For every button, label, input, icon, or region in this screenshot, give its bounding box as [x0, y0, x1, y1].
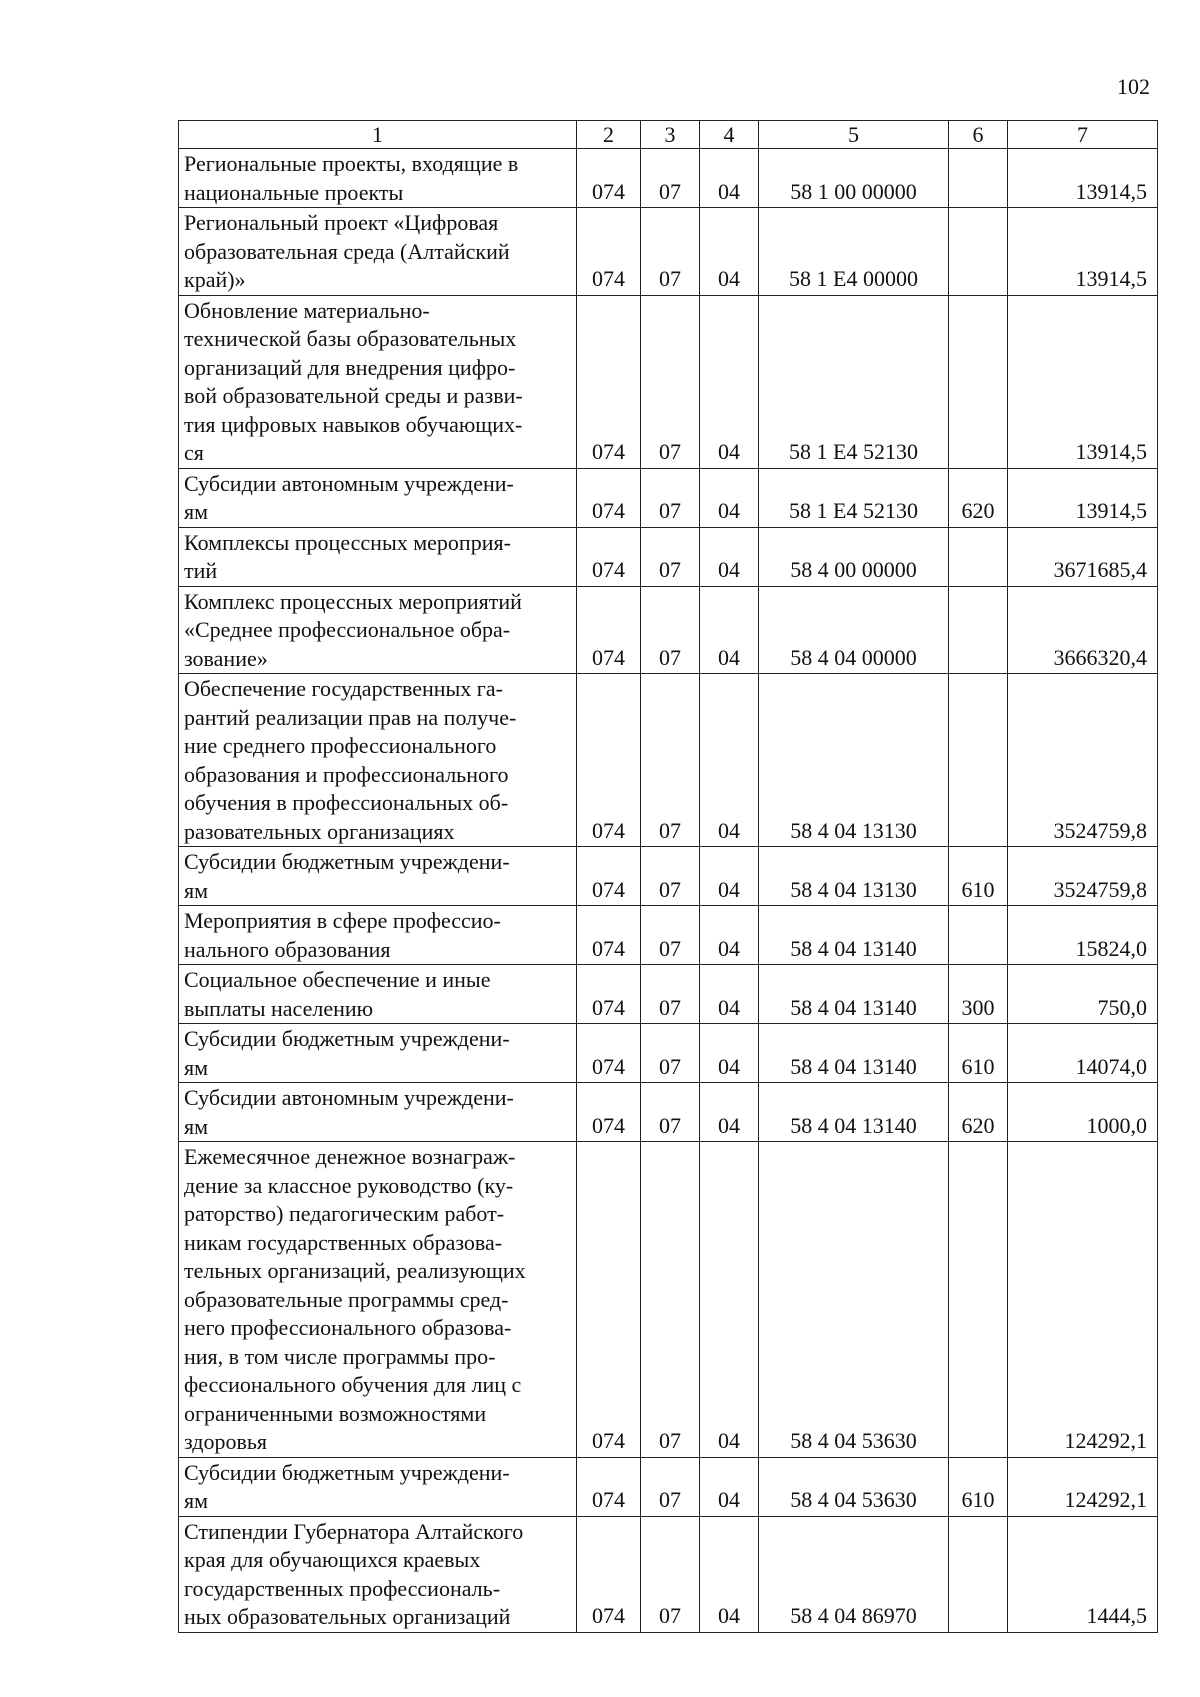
row-grbs-cell: 074	[577, 1083, 641, 1142]
row-subsection-cell: 04	[700, 586, 759, 674]
row-target-article-cell: 58 1 00 00000	[759, 149, 949, 208]
table-row	[179, 1516, 1158, 1632]
row-grbs-cell: 074	[577, 674, 641, 847]
row-sum-cell: 124292,1	[1008, 1457, 1158, 1516]
row-subsection-cell: 04	[700, 847, 759, 906]
row-target-article-cell: 58 4 00 00000	[759, 527, 949, 586]
row-subsection-cell: 04	[700, 965, 759, 1024]
row-target-article-cell: 58 4 04 53630	[759, 1142, 949, 1458]
column-header: 5	[759, 121, 949, 149]
table-row	[179, 1142, 1158, 1458]
row-target-article-cell: 58 4 04 13140	[759, 1083, 949, 1142]
row-subsection-cell: 04	[700, 674, 759, 847]
row-sum-cell: 15824,0	[1008, 906, 1158, 965]
row-name-cell: Стипендии Губернатора Алтайского края для обучающихся краевых государственных профессиональ- ных образовательных организаций	[179, 1516, 577, 1632]
row-expense-type-cell	[949, 1516, 1008, 1632]
table-row	[179, 965, 1158, 1024]
row-section-cell: 07	[641, 1142, 700, 1458]
column-header: 6	[949, 121, 1008, 149]
row-grbs-cell: 074	[577, 208, 641, 296]
row-name-cell: Обеспечение государственных га- рантий реализации прав на получе- ние среднего профессионального образования и профессионального обучения в профессиональных об- разовательных организациях	[179, 674, 577, 847]
column-header: 7	[1008, 121, 1158, 149]
row-grbs-cell: 074	[577, 527, 641, 586]
row-grbs-cell: 074	[577, 468, 641, 527]
row-target-article-cell: 58 4 04 13140	[759, 1024, 949, 1083]
row-subsection-cell: 04	[700, 295, 759, 468]
table-body	[179, 149, 1158, 1633]
row-sum-cell: 14074,0	[1008, 1024, 1158, 1083]
row-sum-cell: 3671685,4	[1008, 527, 1158, 586]
row-name-cell: Субсидии бюджетным учреждени- ям	[179, 847, 577, 906]
row-section-cell: 07	[641, 1083, 700, 1142]
row-name-cell: Ежемесячное денежное вознаграж- дение за классное руководство (ку- раторство) педагогическим работ- никам государственных образова- тельных организаций, реализующих образовательные программы сред- него профессионального образова- ния, в том числе программы про- фессионального обучения для лиц с ограниченными возможностями здоровья	[179, 1142, 577, 1458]
row-section-cell: 07	[641, 1457, 700, 1516]
row-subsection-cell: 04	[700, 906, 759, 965]
row-name-cell: Социальное обеспечение и иные выплаты населению	[179, 965, 577, 1024]
row-expense-type-cell	[949, 208, 1008, 296]
row-section-cell: 07	[641, 208, 700, 296]
row-grbs-cell: 074	[577, 586, 641, 674]
row-expense-type-cell	[949, 295, 1008, 468]
row-name-cell: Субсидии автономным учреждени- ям	[179, 1083, 577, 1142]
row-target-article-cell: 58 4 04 86970	[759, 1516, 949, 1632]
row-sum-cell: 3524759,8	[1008, 847, 1158, 906]
row-subsection-cell: 04	[700, 208, 759, 296]
row-subsection-cell: 04	[700, 468, 759, 527]
row-target-article-cell: 58 4 04 13130	[759, 674, 949, 847]
row-expense-type-cell	[949, 906, 1008, 965]
row-grbs-cell: 074	[577, 1024, 641, 1083]
row-expense-type-cell: 620	[949, 468, 1008, 527]
row-section-cell: 07	[641, 1516, 700, 1632]
header-row	[179, 121, 1158, 149]
table-row	[179, 468, 1158, 527]
row-section-cell: 07	[641, 149, 700, 208]
row-expense-type-cell	[949, 674, 1008, 847]
row-sum-cell: 3666320,4	[1008, 586, 1158, 674]
row-section-cell: 07	[641, 527, 700, 586]
row-name-cell: Мероприятия в сфере профессио- нального образования	[179, 906, 577, 965]
row-grbs-cell: 074	[577, 965, 641, 1024]
budget-table	[178, 120, 1158, 1633]
row-name-cell: Субсидии бюджетным учреждени- ям	[179, 1457, 577, 1516]
row-expense-type-cell: 610	[949, 1457, 1008, 1516]
row-expense-type-cell: 610	[949, 847, 1008, 906]
row-grbs-cell: 074	[577, 847, 641, 906]
row-sum-cell: 1444,5	[1008, 1516, 1158, 1632]
row-expense-type-cell	[949, 527, 1008, 586]
table-row	[179, 527, 1158, 586]
row-subsection-cell: 04	[700, 149, 759, 208]
row-target-article-cell: 58 1 E4 52130	[759, 295, 949, 468]
row-section-cell: 07	[641, 586, 700, 674]
row-section-cell: 07	[641, 1024, 700, 1083]
page-number: 102	[1117, 74, 1150, 99]
row-name-cell: Субсидии автономным учреждени- ям	[179, 468, 577, 527]
row-target-article-cell: 58 1 E4 00000	[759, 208, 949, 296]
row-target-article-cell: 58 4 04 00000	[759, 586, 949, 674]
row-section-cell: 07	[641, 468, 700, 527]
row-expense-type-cell	[949, 586, 1008, 674]
table-row	[179, 1083, 1158, 1142]
table-row	[179, 208, 1158, 296]
row-expense-type-cell	[949, 1142, 1008, 1458]
row-grbs-cell: 074	[577, 906, 641, 965]
row-subsection-cell: 04	[700, 1516, 759, 1632]
row-target-article-cell: 58 4 04 13140	[759, 965, 949, 1024]
row-subsection-cell: 04	[700, 527, 759, 586]
row-target-article-cell: 58 4 04 13130	[759, 847, 949, 906]
row-target-article-cell: 58 1 E4 52130	[759, 468, 949, 527]
row-grbs-cell: 074	[577, 149, 641, 208]
row-grbs-cell: 074	[577, 1457, 641, 1516]
row-subsection-cell: 04	[700, 1142, 759, 1458]
row-grbs-cell: 074	[577, 1142, 641, 1458]
table-row	[179, 906, 1158, 965]
row-sum-cell: 13914,5	[1008, 295, 1158, 468]
table-row	[179, 847, 1158, 906]
row-name-cell: Региональные проекты, входящие в национальные проекты	[179, 149, 577, 208]
row-grbs-cell: 074	[577, 1516, 641, 1632]
row-sum-cell: 3524759,8	[1008, 674, 1158, 847]
row-name-cell: Комплексы процессных мероприя- тий	[179, 527, 577, 586]
row-section-cell: 07	[641, 295, 700, 468]
column-header: 2	[577, 121, 641, 149]
row-expense-type-cell: 610	[949, 1024, 1008, 1083]
table-row	[179, 1024, 1158, 1083]
row-sum-cell: 13914,5	[1008, 149, 1158, 208]
table-row	[179, 1457, 1158, 1516]
column-header: 1	[179, 121, 577, 149]
row-expense-type-cell	[949, 149, 1008, 208]
row-name-cell: Комплекс процессных мероприятий «Среднее профессиональное обра- зование»	[179, 586, 577, 674]
row-expense-type-cell: 620	[949, 1083, 1008, 1142]
row-subsection-cell: 04	[700, 1024, 759, 1083]
row-name-cell: Региональный проект «Цифровая образовательная среда (Алтайский край)»	[179, 208, 577, 296]
row-sum-cell: 13914,5	[1008, 208, 1158, 296]
row-expense-type-cell: 300	[949, 965, 1008, 1024]
row-section-cell: 07	[641, 906, 700, 965]
row-section-cell: 07	[641, 674, 700, 847]
column-header: 3	[641, 121, 700, 149]
row-grbs-cell: 074	[577, 295, 641, 468]
row-subsection-cell: 04	[700, 1457, 759, 1516]
row-sum-cell: 13914,5	[1008, 468, 1158, 527]
row-section-cell: 07	[641, 847, 700, 906]
table-row	[179, 295, 1158, 468]
row-section-cell: 07	[641, 965, 700, 1024]
row-name-cell: Обновление материально- технической базы образовательных организаций для внедрения цифро- вой образовательной среды и разви- тия цифровых навыков обучающих- ся	[179, 295, 577, 468]
table-row	[179, 586, 1158, 674]
row-name-cell: Субсидии бюджетным учреждени- ям	[179, 1024, 577, 1083]
row-sum-cell: 124292,1	[1008, 1142, 1158, 1458]
row-sum-cell: 750,0	[1008, 965, 1158, 1024]
row-target-article-cell: 58 4 04 53630	[759, 1457, 949, 1516]
column-header: 4	[700, 121, 759, 149]
table-row	[179, 149, 1158, 208]
row-sum-cell: 1000,0	[1008, 1083, 1158, 1142]
row-target-article-cell: 58 4 04 13140	[759, 906, 949, 965]
row-subsection-cell: 04	[700, 1083, 759, 1142]
table-row	[179, 674, 1158, 847]
